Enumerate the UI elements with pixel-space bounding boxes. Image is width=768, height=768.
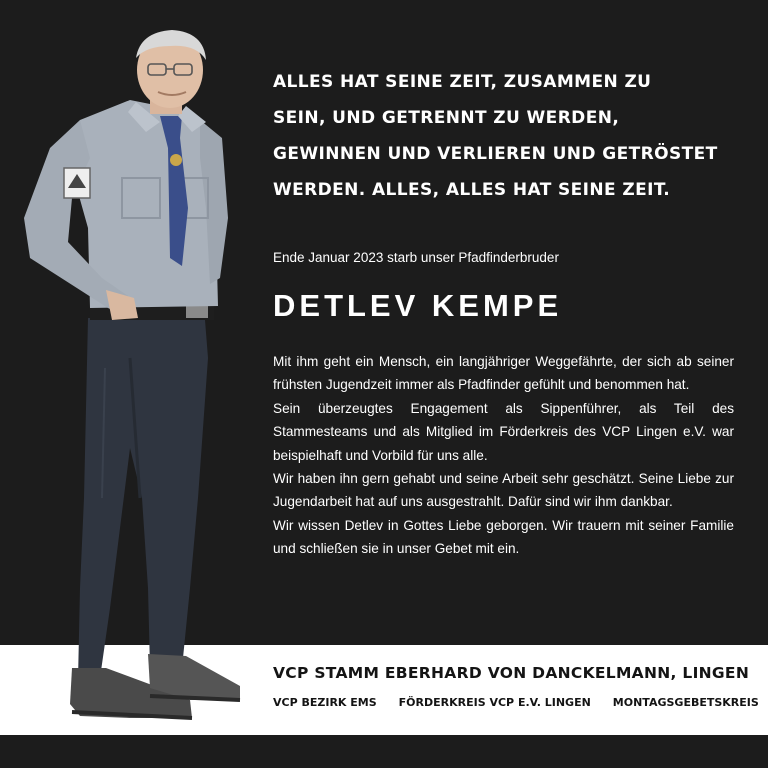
organization-name: VCP STAMM EBERHARD VON DANCKELMANN, LINGEN	[273, 664, 750, 682]
obituary-paragraph: Mit ihm geht ein Mensch, ein langjähriger Weggefährte, der sich ab seiner frühsten Jugendzeit immer als Pfadfinder gefühlt und benommen hat.	[273, 354, 734, 393]
sub-organization: VCP BEZIRK EMS	[273, 696, 377, 709]
obituary-paragraph: Wir wissen Detlev in Gottes Liebe geborgen. Wir trauern mit seiner Familie und schließen sie in unser Gebet mit ein.	[273, 517, 734, 557]
deceased-name: DETLEV KEMPE	[273, 288, 563, 323]
obituary-text	[273, 350, 734, 561]
bottom-strip	[0, 735, 768, 768]
quote-line: WERDEN. ALLES, ALLES HAT SEINE ZEIT.	[273, 180, 671, 200]
obituary-paragraph: Wir haben ihn gern gehabt und seine Arbeit sehr geschätzt. Seine Liebe zur Jugendarbeit hat auf uns ausgestrahlt. Dafür sind wir ihm dankbar.	[273, 471, 734, 510]
sub-organization: FÖRDERKREIS VCP E.V. LINGEN	[398, 696, 591, 709]
quote-line: SEIN, UND GETRENNT ZU WERDEN,	[273, 108, 620, 128]
portrait-photo	[10, 28, 260, 728]
quote-line: ALLES HAT SEINE ZEIT, ZUSAMMEN ZU	[273, 72, 652, 92]
intro-text: Ende Januar 2023 starb unser Pfadfinderbruder	[273, 250, 559, 265]
bible-quote	[273, 64, 733, 208]
sub-organization: MONTAGSGEBETSKREIS	[612, 696, 759, 709]
sub-organizations	[273, 696, 759, 709]
obituary-paragraph: Sein überzeugtes Engagement als Sippenführer, als Teil des Stammesteams und als Mitglied im Förderkreis des VCP Lingen e.V. war beispielhaft und Vorbild für uns alle.	[273, 400, 734, 463]
quote-line: GEWINNEN UND VERLIEREN UND GETRÖSTET	[273, 144, 718, 164]
